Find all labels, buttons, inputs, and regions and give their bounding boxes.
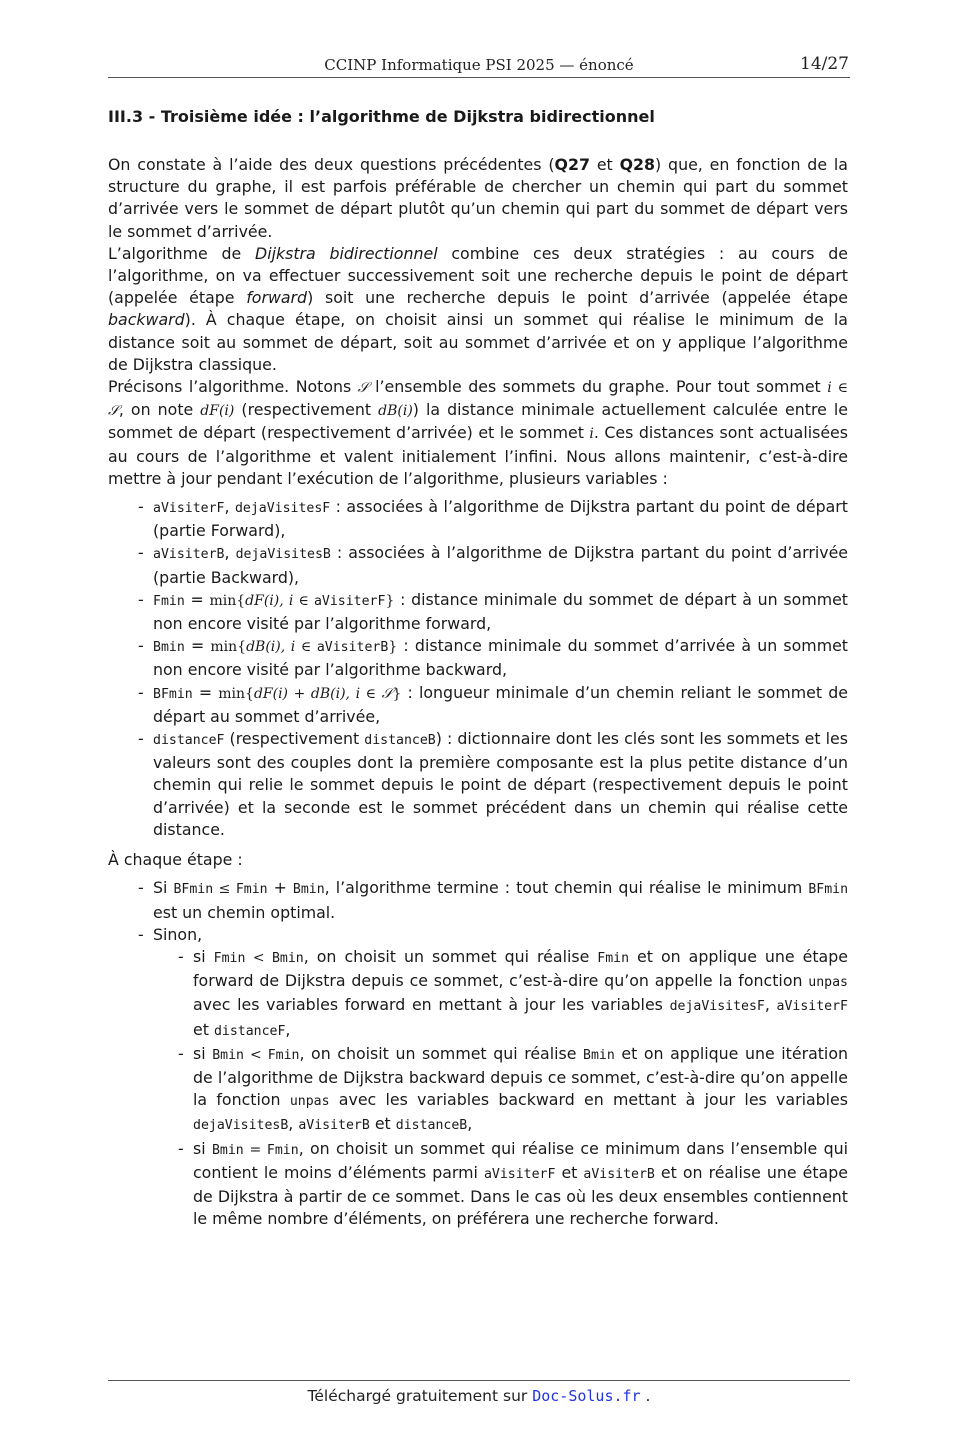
text: et: [369, 1114, 396, 1134]
footer-rule: [108, 1380, 850, 1381]
text: , on note: [118, 400, 201, 420]
code: distanceB: [395, 1118, 468, 1134]
math-min: min{: [218, 685, 254, 702]
header-rule: [108, 77, 850, 78]
text: et: [193, 1019, 214, 1039]
text: si: [193, 1138, 212, 1158]
text: =: [192, 682, 219, 702]
text: ). À chaque étape, on choisit ainsi un sommet qui réalise le minimum de la distance soit au sommet de départ, soit au sommet d’arrivée et on y applique l’algorithme de Dijkstra classique.: [108, 310, 848, 374]
code: Fmin: [597, 950, 630, 966]
section-title: III.3 - Troisième idée : l’algorithme de Dijkstra bidirectionnel: [108, 107, 655, 126]
text: =: [184, 636, 211, 656]
text: et: [589, 155, 620, 174]
text: : associées à l’algorithme de Dijkstra partant du point d’arrivée (partie Backward),: [153, 543, 849, 587]
math-op: <: [245, 949, 272, 966]
text: avec les variables backward en mettant à jour les variables: [329, 1090, 849, 1110]
code: dejaVisitesF: [234, 501, 331, 517]
text: et on applique une étape forward de Dijkstra depuis ce sommet, c’est-à-dire qu’on appelle la fonction: [193, 946, 848, 991]
code: unpas: [808, 975, 848, 991]
text: =: [184, 589, 210, 609]
text: . Ces distances sont actualisées au cours de l’algorithme et valent initialement l’infini. Nous allons maintenir, c’est-à-dire mettre à jour pendant l’exécution de l’algorithme, plusieurs variables :: [108, 423, 849, 488]
list-item: [153, 728, 848, 841]
code: aVisiterF: [153, 501, 225, 517]
text: ,: [288, 1114, 299, 1134]
text: : distance minimale du sommet de départ à un sommet non encore visité par l’algorithme forward,: [153, 589, 849, 634]
math-brace: }: [388, 639, 398, 656]
list-item: [153, 877, 848, 923]
text: ,: [224, 497, 235, 517]
code: aVisiterF: [313, 593, 386, 609]
code: distanceF: [153, 733, 225, 749]
footer: [0, 1387, 958, 1405]
text: ,: [285, 1019, 291, 1039]
text: ) : dictionnaire dont les clés sont les sommets et les valeurs sont des couples dont la première composante est la plus petite distance d’un chemin qui relie le sommet depuis le point de départ (respectivement depuis le point d’arrivée) et la seconde est le sommet précédent dans un chemin qui réalise cette distance.: [153, 729, 848, 839]
list-item: [153, 496, 848, 542]
text: ,: [467, 1114, 473, 1134]
code: aVisiterB: [583, 1166, 655, 1182]
math-min: min{: [209, 592, 246, 609]
code: Fmin: [153, 593, 185, 609]
list-item: [153, 682, 848, 728]
list-item: [153, 589, 848, 635]
code: dejaVisitesB: [193, 1118, 289, 1134]
variables-list: [108, 496, 848, 841]
text: +: [267, 878, 293, 898]
text: avec les variables forward en mettant à jour les variables: [193, 995, 670, 1015]
text: ) que, en fonction de la structure du graphe, il est parfois préférable de chercher un chemin qui part du sommet d’arrivée vers le sommet de départ plutôt qu’un chemin qui part du sommet de départ vers le sommet d’arrivée.: [108, 155, 848, 241]
text: Si: [153, 878, 174, 898]
list-item: [193, 946, 848, 1043]
text: l’ensemble des sommets du graphe. Pour tout sommet: [368, 377, 828, 397]
code: Bmin: [212, 1047, 244, 1063]
code: Fmin: [267, 1047, 300, 1063]
text: Sinon,: [153, 924, 203, 944]
code: Fmin: [235, 882, 268, 898]
code: Fmin: [213, 950, 246, 966]
code: Bmin: [583, 1047, 615, 1063]
math-op: ≤: [213, 881, 236, 898]
question-ref-q28: Q28: [619, 155, 656, 174]
paragraph-bidirectional: [108, 243, 848, 376]
text: ,: [764, 995, 777, 1015]
code: Bmin: [271, 950, 304, 966]
math-brace: }: [385, 592, 395, 609]
text: Précisons l’algorithme. Notons: [108, 377, 358, 397]
text: (respectivement: [234, 400, 379, 420]
steps-list: [108, 877, 848, 1230]
text: si: [193, 946, 214, 966]
question-ref-q27: Q27: [554, 155, 590, 174]
text: et on réalise une étape de Dijkstra à partir de ce sommet. Dans le cas où les deux ensembles contiennent le même nombre d’éléments, on préférera une recherche forward.: [193, 1162, 848, 1229]
text: , l’algorithme termine : tout chemin qui réalise le minimum: [324, 878, 809, 898]
math-expr: dF(i), i ∈: [245, 592, 314, 609]
code: BFmin: [153, 686, 193, 702]
code: aVisiterB: [153, 547, 225, 563]
main-content: [108, 106, 848, 1230]
text: , on choisit un sommet qui réalise ce minimum dans l’ensemble qui contient le moins d’éléments parmi: [193, 1138, 849, 1182]
text: L’algorithme de: [108, 243, 256, 263]
text: , on choisit un sommet qui réalise: [303, 946, 598, 966]
math-set-s: 𝒮: [357, 380, 369, 397]
code: distanceF: [213, 1023, 286, 1039]
paragraph-intro: [108, 154, 848, 243]
code: aVisiterB: [298, 1118, 370, 1134]
code: Bmin: [292, 882, 325, 898]
code: unpas: [289, 1094, 330, 1110]
math-expr: i: [589, 426, 594, 443]
text: On constate à l’aide des deux questions précédentes (: [108, 155, 555, 174]
math-expr: dF(i) + dB(i), i ∈ 𝒮: [253, 685, 393, 702]
term-emphasis: forward: [246, 288, 308, 308]
footer-text: Téléchargé gratuitement sur: [307, 1387, 533, 1405]
text: et: [555, 1162, 584, 1182]
code: aVisiterB: [316, 640, 389, 656]
math-expr: dF(i): [200, 403, 235, 420]
code: dejaVisitesF: [669, 999, 765, 1015]
text: ) soit une recherche depuis le point d’arrivée (appelée étape: [307, 288, 848, 308]
text: : distance minimale du sommet d’arrivée à un sommet non encore visité par l’algorithme backward,: [153, 636, 849, 680]
text: : associées à l’algorithme de Dijkstra partant du point de départ (partie Forward),: [153, 497, 848, 541]
list-item: [153, 542, 848, 588]
code: aVisiterF: [776, 999, 848, 1015]
term-emphasis: backward: [108, 310, 185, 330]
math-op: =: [243, 1141, 267, 1158]
text: ,: [224, 543, 236, 563]
code: dejaVisitesB: [235, 547, 331, 563]
term-emphasis: Dijkstra bidirectionnel: [255, 243, 438, 263]
paragraph-each-step: À chaque étape :: [108, 850, 243, 870]
list-item: [153, 924, 848, 1231]
math-brace: }: [392, 685, 402, 702]
math-expr: i ∈ 𝒮: [108, 380, 848, 420]
math-min: min{: [210, 639, 247, 656]
text: combine ces deux stratégies : au cours de l’algorithme, on va effectuer successivement soit une recherche depuis le point de départ (appelée étape: [108, 243, 848, 308]
code: BFmin: [173, 882, 214, 898]
footer-link[interactable]: Doc-Solus.fr: [532, 1387, 641, 1405]
text: et on applique une itération de l’algorithme de Dijkstra backward depuis ce sommet, c’est-à-dire qu’on appelle la fonction: [193, 1043, 849, 1110]
code: Fmin: [266, 1142, 299, 1158]
text: si: [193, 1043, 213, 1063]
code: BFmin: [808, 882, 849, 898]
text: , on choisit un sommet qui réalise: [299, 1043, 584, 1063]
math-expr: dB(i): [378, 403, 413, 420]
page-number: 14/27: [800, 54, 849, 74]
code: Bmin: [153, 640, 185, 656]
list-item: [193, 1138, 848, 1231]
math-op: <: [243, 1046, 268, 1063]
list-item: [193, 1043, 848, 1138]
footer-end: .: [640, 1387, 651, 1405]
code: Bmin: [211, 1142, 244, 1158]
text: : longueur minimale d’un chemin reliant le sommet de départ au sommet d’arrivée,: [153, 682, 848, 726]
code: aVisiterF: [483, 1166, 556, 1182]
code: distanceB: [364, 733, 436, 749]
text: est un chemin optimal.: [153, 902, 336, 922]
paragraph-definitions: [108, 376, 848, 490]
math-expr: dB(i), i ∈: [246, 639, 317, 656]
text: ) la distance minimale actuellement calculée entre le sommet de départ (respectivement d’arrivée) et le sommet: [108, 400, 848, 443]
sub-steps-list: [153, 946, 848, 1230]
list-item: [153, 635, 848, 681]
text: (respectivement: [224, 729, 365, 749]
running-header-title: CCINP Informatique PSI 2025 — énoncé: [324, 56, 634, 74]
